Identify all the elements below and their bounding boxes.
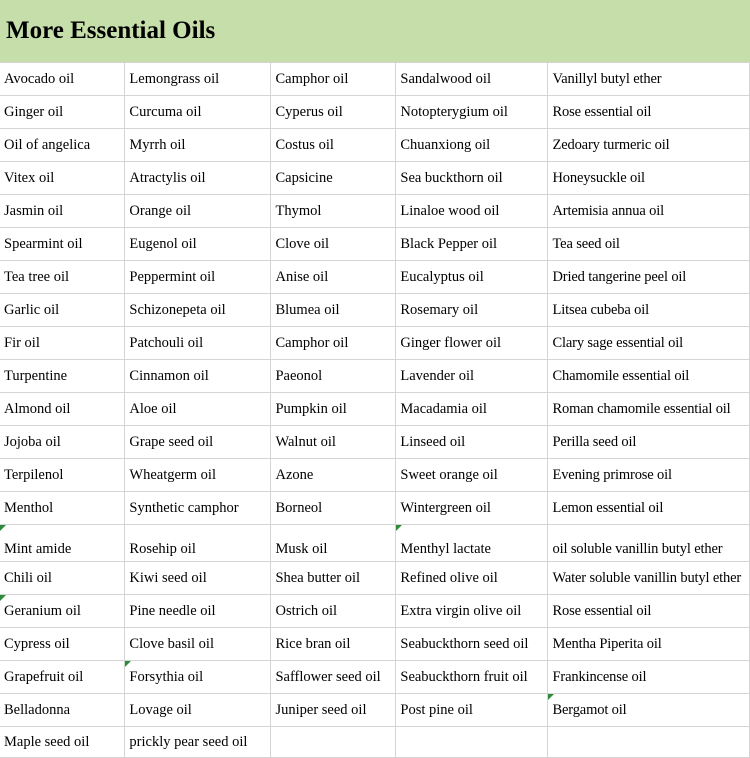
cell-text: Pine needle oil — [129, 602, 216, 619]
sheet-title[interactable]: More Essential Oils — [0, 0, 750, 63]
table-cell[interactable] — [125, 595, 271, 628]
cell-text: Eucalyptus oil — [400, 268, 484, 285]
table-cell[interactable] — [125, 426, 271, 459]
table-row — [0, 195, 750, 228]
cell-text: Camphor oil — [275, 334, 349, 351]
cell-text: Jasmin oil — [4, 202, 64, 219]
table-cell[interactable] — [0, 492, 125, 525]
cell-text: Frankincense oil — [552, 668, 647, 685]
cell-text: Extra virgin olive oil — [400, 602, 522, 619]
cell-text: Zedoary turmeric oil — [552, 136, 670, 153]
table-cell[interactable] — [271, 294, 396, 327]
cell-text: Pumpkin oil — [275, 400, 347, 417]
table-row — [0, 562, 750, 595]
table-cell[interactable] — [396, 63, 548, 96]
cell-text: Cinnamon oil — [129, 367, 209, 384]
table-row — [0, 228, 750, 261]
table-row — [0, 459, 750, 492]
cell-text: Cypress oil — [4, 635, 70, 652]
cell-text: Tea tree oil — [4, 268, 70, 285]
cell-text: Belladonna — [4, 701, 71, 718]
table-cell[interactable] — [0, 195, 125, 228]
table-cell[interactable] — [0, 162, 125, 195]
cell-text: Vanillyl butyl ether — [552, 70, 662, 87]
cell-text: Wintergreen oil — [400, 499, 491, 516]
table-cell[interactable] — [271, 562, 396, 595]
cell-text: Chuanxiong oil — [400, 136, 491, 153]
table-cell[interactable] — [125, 492, 271, 525]
cell-text: Seabuckthorn seed oil — [400, 635, 529, 652]
cell-text: Roman chamomile essential oil — [552, 400, 731, 417]
cell-text: Jojoba oil — [4, 433, 61, 450]
cell-text: Rice bran oil — [275, 635, 351, 652]
table-cell[interactable] — [0, 63, 125, 96]
table-row — [0, 661, 750, 694]
table-row — [0, 129, 750, 162]
table-cell[interactable] — [125, 727, 271, 758]
cell-text: Juniper seed oil — [275, 701, 367, 718]
table-cell[interactable] — [125, 661, 271, 694]
table-cell[interactable] — [0, 360, 125, 393]
cell-text: Camphor oil — [275, 70, 349, 87]
table-cell[interactable] — [396, 294, 548, 327]
table-cell[interactable] — [271, 261, 396, 294]
cell-text: Paeonol — [275, 367, 323, 384]
table-cell[interactable] — [125, 162, 271, 195]
cell-text: Costus oil — [275, 136, 334, 153]
table-row — [0, 162, 750, 195]
cell-text: Kiwi seed oil — [129, 569, 207, 586]
cell-text: Macadamia oil — [400, 400, 487, 417]
table-cell[interactable] — [271, 694, 396, 727]
table-cell[interactable] — [0, 129, 125, 162]
table-row — [0, 327, 750, 360]
table-cell[interactable] — [548, 426, 750, 459]
cell-text: Evening primrose oil — [552, 466, 672, 483]
table-cell[interactable] — [0, 393, 125, 426]
cell-text: Fir oil — [4, 334, 40, 351]
cell-text: oil soluble vanillin butyl ether — [552, 541, 723, 557]
table-cell[interactable] — [396, 426, 548, 459]
table-row — [0, 393, 750, 426]
table-cell[interactable] — [548, 294, 750, 327]
cell-text: Ginger flower oil — [400, 334, 502, 351]
table-row — [0, 360, 750, 393]
table-cell[interactable] — [271, 595, 396, 628]
table-cell[interactable] — [548, 195, 750, 228]
table-cell[interactable] — [548, 727, 750, 758]
table-cell[interactable] — [548, 492, 750, 525]
cell-text: Schizonepeta oil — [129, 301, 226, 318]
cell-text: Ostrich oil — [275, 602, 338, 619]
table-cell[interactable] — [0, 327, 125, 360]
table-cell[interactable] — [548, 96, 750, 129]
table-cell[interactable] — [0, 727, 125, 758]
table-cell[interactable] — [396, 694, 548, 727]
table-cell[interactable] — [125, 129, 271, 162]
table-cell[interactable] — [548, 525, 750, 562]
cell-text: Clove oil — [275, 235, 330, 252]
cell-text: Orange oil — [129, 202, 192, 219]
table-cell[interactable] — [548, 459, 750, 492]
table-cell[interactable] — [548, 129, 750, 162]
cell-text: Rosemary oil — [400, 301, 479, 318]
table-cell[interactable] — [396, 162, 548, 195]
table-row — [0, 628, 750, 661]
cell-text: Sweet orange oil — [400, 466, 498, 483]
cell-text: Maple seed oil — [4, 733, 90, 750]
cell-text: Patchouli oil — [129, 334, 204, 351]
table-cell[interactable] — [548, 628, 750, 661]
cell-text: Menthyl lactate — [400, 541, 491, 557]
cell-text: Synthetic camphor — [129, 499, 239, 516]
cell-text: Wheatgerm oil — [129, 466, 216, 483]
cell-text: Lemongrass oil — [129, 70, 220, 87]
cell-text: Dried tangerine peel oil — [552, 268, 687, 285]
table-cell[interactable] — [271, 426, 396, 459]
cell-text: Perilla seed oil — [552, 433, 637, 450]
table-cell[interactable] — [0, 562, 125, 595]
cell-text: Clove basil oil — [129, 635, 214, 652]
comment-indicator-icon — [125, 661, 131, 667]
cell-text: Artemisia annua oil — [552, 202, 664, 219]
cell-text: Lavender oil — [400, 367, 475, 384]
cell-text: Chamomile essential oil — [552, 367, 690, 384]
cell-text: Lovage oil — [129, 701, 192, 718]
table-cell[interactable] — [0, 595, 125, 628]
cell-text: Litsea cubeba oil — [552, 301, 649, 318]
table-cell[interactable] — [271, 327, 396, 360]
table-cell[interactable] — [396, 459, 548, 492]
table-cell[interactable] — [396, 360, 548, 393]
cell-text: Rose essential oil — [552, 602, 652, 619]
table-row — [0, 261, 750, 294]
cell-text: Mint amide — [4, 541, 72, 557]
table-row — [0, 727, 750, 758]
table-cell[interactable] — [396, 261, 548, 294]
table-cell[interactable] — [271, 63, 396, 96]
cell-text: Shea butter oil — [275, 569, 361, 586]
cell-text: Linseed oil — [400, 433, 466, 450]
cell-text: Post pine oil — [400, 701, 473, 718]
cell-text: Refined olive oil — [400, 569, 498, 586]
cell-text: Almond oil — [4, 400, 71, 417]
table-cell[interactable] — [0, 228, 125, 261]
table-cell[interactable] — [548, 661, 750, 694]
table-cell[interactable] — [548, 63, 750, 96]
cell-text: Lemon essential oil — [552, 499, 664, 516]
cell-text: Chili oil — [4, 569, 52, 586]
cell-text: Myrrh oil — [129, 136, 186, 153]
cell-text: Musk oil — [275, 541, 328, 557]
table-cell[interactable] — [396, 228, 548, 261]
table-cell[interactable] — [125, 261, 271, 294]
table-row — [0, 96, 750, 129]
table-cell[interactable] — [125, 393, 271, 426]
table-cell[interactable] — [548, 595, 750, 628]
cell-text: Capsicine — [275, 169, 333, 186]
cell-text: Borneol — [275, 499, 323, 516]
table-cell[interactable] — [0, 628, 125, 661]
table-cell[interactable] — [271, 459, 396, 492]
table-cell[interactable] — [396, 195, 548, 228]
table-cell[interactable] — [396, 525, 548, 562]
cell-text: Clary sage essential oil — [552, 334, 683, 351]
table-cell[interactable] — [0, 261, 125, 294]
table-cell[interactable] — [548, 261, 750, 294]
table-cell[interactable] — [396, 628, 548, 661]
table-cell[interactable] — [125, 459, 271, 492]
cell-text: Rosehip oil — [129, 541, 196, 557]
cell-text: Notopterygium oil — [400, 103, 508, 120]
cell-text: Eugenol oil — [129, 235, 197, 252]
table-cell[interactable] — [125, 327, 271, 360]
table-cell[interactable] — [125, 694, 271, 727]
cell-text: Sandalwood oil — [400, 70, 491, 87]
table-cell[interactable] — [125, 525, 271, 562]
table-cell[interactable] — [271, 525, 396, 562]
table-cell[interactable] — [125, 294, 271, 327]
table-cell[interactable] — [271, 393, 396, 426]
table-cell[interactable] — [548, 393, 750, 426]
table-cell[interactable] — [271, 360, 396, 393]
table-cell[interactable] — [0, 426, 125, 459]
cell-text: Walnut oil — [275, 433, 336, 450]
table-cell[interactable] — [396, 96, 548, 129]
cell-text: Menthol — [4, 499, 54, 516]
table-cell[interactable] — [125, 628, 271, 661]
cell-text: Geranium oil — [4, 602, 81, 619]
table-cell[interactable] — [0, 694, 125, 727]
cell-text: Bergamot oil — [552, 701, 627, 718]
table-cell[interactable] — [0, 294, 125, 327]
cell-text: Cyperus oil — [275, 103, 343, 120]
cell-text: prickly pear seed oil — [129, 733, 248, 750]
cell-text: Blumea oil — [275, 301, 340, 318]
table-cell[interactable] — [0, 661, 125, 694]
table-cell[interactable] — [548, 228, 750, 261]
cell-text: Grapefruit oil — [4, 668, 84, 685]
table-row — [0, 63, 750, 96]
cell-text: Atractylis oil — [129, 169, 206, 186]
cell-text: Avocado oil — [4, 70, 75, 87]
comment-indicator-icon — [0, 595, 6, 601]
cell-text: Honeysuckle oil — [552, 169, 645, 186]
table-cell[interactable] — [271, 492, 396, 525]
cell-text: Rose essential oil — [552, 103, 652, 120]
cell-text: Spearmint oil — [4, 235, 83, 252]
cell-text: Black Pepper oil — [400, 235, 498, 252]
cell-text: Oil of angelica — [4, 136, 91, 153]
cell-text: Seabuckthorn fruit oil — [400, 668, 528, 685]
table-cell[interactable] — [0, 525, 125, 562]
table-cell[interactable] — [125, 96, 271, 129]
table-cell[interactable] — [271, 96, 396, 129]
table-cell[interactable] — [271, 195, 396, 228]
table-cell[interactable] — [271, 628, 396, 661]
table-cell[interactable] — [548, 162, 750, 195]
table-row — [0, 694, 750, 727]
cell-text: Garlic oil — [4, 301, 60, 318]
cell-text: Aloe oil — [129, 400, 177, 417]
table-row — [0, 492, 750, 525]
cell-text: Tea seed oil — [552, 235, 620, 252]
cell-text: Vitex oil — [4, 169, 55, 186]
table-cell[interactable] — [271, 661, 396, 694]
table-cell[interactable] — [548, 694, 750, 727]
table-cell[interactable] — [125, 195, 271, 228]
table-row — [0, 426, 750, 459]
table-cell[interactable] — [396, 727, 548, 758]
table-cell[interactable] — [548, 562, 750, 595]
cell-text: Azone — [275, 466, 314, 483]
cell-text: Terpilenol — [4, 466, 64, 483]
table-cell[interactable] — [0, 96, 125, 129]
table-cell[interactable] — [271, 162, 396, 195]
table-cell[interactable] — [548, 360, 750, 393]
table-cell[interactable] — [396, 327, 548, 360]
table-cell[interactable] — [0, 459, 125, 492]
title-row — [0, 0, 750, 63]
table-row — [0, 595, 750, 628]
table-cell[interactable] — [396, 129, 548, 162]
cell-text: Water soluble vanillin butyl ether — [552, 569, 742, 586]
cell-text: Ginger oil — [4, 103, 64, 120]
table-cell[interactable] — [396, 595, 548, 628]
table-cell[interactable] — [271, 228, 396, 261]
table-cell[interactable] — [271, 129, 396, 162]
cell-text: Turpentine — [4, 367, 68, 384]
cell-text: Grape seed oil — [129, 433, 214, 450]
table-cell[interactable] — [125, 360, 271, 393]
cell-text: Linaloe wood oil — [400, 202, 500, 219]
table-cell[interactable] — [396, 393, 548, 426]
cell-text: Sea buckthorn oil — [400, 169, 503, 186]
table-cell[interactable] — [271, 727, 396, 758]
table-cell[interactable] — [125, 63, 271, 96]
cell-text: Anise oil — [275, 268, 329, 285]
cell-text: Thymol — [275, 202, 322, 219]
table-cell[interactable] — [396, 661, 548, 694]
cell-text: Peppermint oil — [129, 268, 216, 285]
cell-text: Mentha Piperita oil — [552, 635, 662, 652]
cell-text: Safflower seed oil — [275, 668, 381, 685]
table-cell[interactable] — [125, 562, 271, 595]
table-cell[interactable] — [548, 327, 750, 360]
table-cell[interactable] — [125, 228, 271, 261]
cell-text: Curcuma oil — [129, 103, 202, 120]
table-cell[interactable] — [396, 562, 548, 595]
comment-indicator-icon — [396, 525, 402, 531]
comment-indicator-icon — [0, 525, 6, 531]
table-row — [0, 294, 750, 327]
cell-text: Forsythia oil — [129, 668, 204, 685]
table-row — [0, 525, 750, 562]
table-cell[interactable] — [396, 492, 548, 525]
comment-indicator-icon — [548, 694, 554, 700]
